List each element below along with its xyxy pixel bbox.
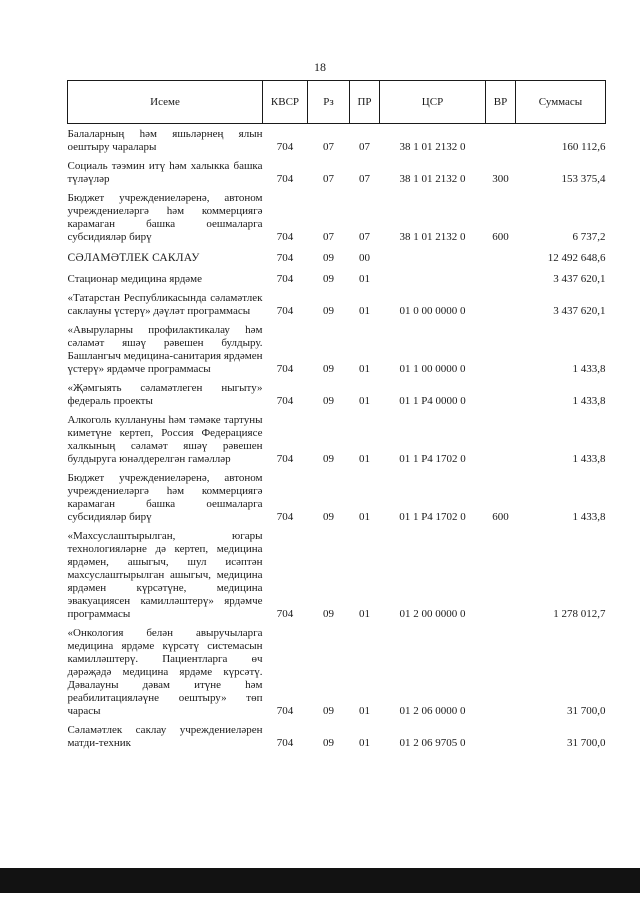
row-name: «Онкология белән авыручыларга медицина ярдәме күрсәтү системасын камилләштерү. Пациентларга өч дәрәҗәдә медицина ярдәме күрсәтү. Дәвалауны дәвам итүне һәм реабилитацияләүне оештыру» төп чарасы — [67, 627, 263, 717]
row-vr — [486, 526, 516, 623]
table-row — [68, 468, 606, 526]
row-csr: 38 1 01 2132 0 — [399, 141, 466, 153]
row-kvsr: 704 — [276, 273, 294, 285]
row-vr — [486, 288, 516, 320]
header-kvsr: КВСР — [263, 81, 308, 124]
row-sum: 1 433,8 — [572, 395, 606, 407]
row-pr: 07 — [359, 141, 370, 153]
row-kvsr: 704 — [276, 363, 294, 375]
row-sum: 12 492 648,6 — [547, 252, 606, 264]
row-sum: 31 700,0 — [567, 705, 606, 717]
row-pr: 07 — [359, 173, 370, 185]
row-kvsr: 704 — [276, 231, 294, 243]
row-csr: 01 0 00 0000 0 — [399, 305, 466, 317]
row-pr: 01 — [359, 305, 370, 317]
table-row — [68, 188, 606, 246]
row-kvsr: 704 — [276, 141, 294, 153]
row-kvsr: 704 — [276, 511, 294, 523]
header-pr: ПР — [350, 81, 380, 124]
row-csr: 01 2 06 0000 0 — [399, 705, 466, 717]
row-csr: 01 2 06 9705 0 — [399, 737, 466, 749]
row-vr — [486, 410, 516, 468]
row-sum: 153 375,4 — [561, 173, 606, 185]
row-pr: 01 — [359, 608, 370, 620]
row-sum: 31 700,0 — [567, 737, 606, 749]
budget-table — [67, 80, 606, 752]
row-name: «Махсуслаштырылган, югары технологияләрне дә кертеп, медицина ярдәмен, ашыгыч, шул исәптән махсуслаштырылган ашыгыч, медицина ярдәмен күрсәтүне, медицина эвакуациясен камилләштерү» ярдәмче программасы — [67, 530, 263, 620]
row-csr: 01 2 00 0000 0 — [399, 608, 466, 620]
row-sum: 1 278 012,7 — [553, 608, 606, 620]
table-body — [68, 124, 606, 753]
header-sum: Суммасы — [516, 81, 606, 124]
scan-edge-band — [0, 868, 640, 893]
row-csr: 01 1 P4 1702 0 — [399, 453, 466, 465]
row-vr — [486, 378, 516, 410]
table-row — [68, 378, 606, 410]
row-name: «Татарстан Республикасында сәламәтлек саклауны үстерү» дәүләт программасы — [67, 292, 263, 317]
row-vr — [486, 320, 516, 378]
row-name: Балаларның һәм яшьләрнең ялын оештыру чаралары — [67, 128, 263, 153]
row-pr: 01 — [359, 511, 370, 523]
row-csr: 38 1 01 2132 0 — [399, 173, 466, 185]
row-vr — [486, 124, 516, 157]
page-number: 18 — [314, 60, 326, 74]
header-rz: Рз — [308, 81, 350, 124]
row-pr: 07 — [359, 231, 370, 243]
row-rz: 09 — [323, 273, 334, 285]
row-rz: 09 — [323, 252, 334, 264]
table-header-row — [68, 81, 606, 124]
row-vr: 300 — [492, 173, 509, 185]
row-kvsr: 704 — [276, 252, 294, 264]
row-csr: 38 1 01 2132 0 — [399, 231, 466, 243]
table-row — [68, 623, 606, 720]
row-pr: 01 — [359, 705, 370, 717]
row-pr: 01 — [359, 395, 370, 407]
row-vr — [486, 267, 516, 288]
row-vr — [486, 720, 516, 752]
table-row — [68, 526, 606, 623]
row-kvsr: 704 — [276, 608, 294, 620]
row-csr: 01 1 00 0000 0 — [399, 363, 466, 375]
row-rz: 09 — [323, 305, 334, 317]
header-name: Исеме — [68, 81, 263, 124]
header-vr: ВР — [486, 81, 516, 124]
row-kvsr: 704 — [276, 305, 294, 317]
row-name: Сәламәтлек саклау учреждениеләрен матди-техник — [67, 724, 263, 749]
row-sum: 160 112,6 — [561, 141, 606, 153]
row-csr — [380, 267, 486, 288]
row-csr: 01 1 P4 0000 0 — [399, 395, 466, 407]
row-sum: 3 437 620,1 — [553, 273, 606, 285]
table-row — [68, 288, 606, 320]
row-name: СӘЛАМӘТЛЕК САКЛАУ — [67, 252, 200, 264]
row-kvsr: 704 — [276, 453, 294, 465]
row-sum: 1 433,8 — [572, 453, 606, 465]
row-rz: 07 — [323, 173, 334, 185]
row-name: Стационар медицина ярдәме — [67, 273, 203, 285]
row-csr: 01 1 P4 1702 0 — [399, 511, 466, 523]
row-name: Бюджет учреждениеләренә, автоном учреждениеләргә һәм коммерциягә карамаган башка оешмаларга субсидияләр бирү — [67, 192, 263, 243]
row-vr: 600 — [492, 231, 509, 243]
row-vr — [486, 623, 516, 720]
row-sum: 3 437 620,1 — [553, 305, 606, 317]
row-name: Бюджет учреждениеләренә, автоном учреждениеләргә һәм коммерциягә карамаган башка оешмаларга субсидияләр бирү — [67, 472, 263, 523]
row-rz: 09 — [323, 363, 334, 375]
row-rz: 09 — [323, 453, 334, 465]
row-kvsr: 704 — [276, 395, 294, 407]
row-kvsr: 704 — [276, 737, 294, 749]
row-rz: 09 — [323, 511, 334, 523]
row-pr: 01 — [359, 363, 370, 375]
row-vr — [486, 246, 516, 267]
row-rz: 09 — [323, 608, 334, 620]
row-csr — [380, 246, 486, 267]
table-row — [68, 320, 606, 378]
row-name: Социаль тәэмин итү һәм халыкка башка түләүләр — [67, 160, 263, 185]
row-name: «Авыруларны профилактикалау һәм сәламәт яшәү рәвешен булдыру. Башлангыч медицина-санитария ярдәмен үстерү» ярдәмче программасы — [67, 324, 263, 375]
row-rz: 07 — [323, 231, 334, 243]
row-sum: 1 433,8 — [572, 363, 606, 375]
row-name: Алкоголь куллануны һәм тәмәке тартуны киметүне кертеп, Россия Федерациясе халкының сәламәт яшәү рәвешен булдыруга юнәлдерелгән гамәлләр — [67, 414, 263, 465]
table-row — [68, 410, 606, 468]
row-pr: 01 — [359, 273, 370, 285]
row-rz: 09 — [323, 737, 334, 749]
row-rz: 09 — [323, 705, 334, 717]
row-rz: 09 — [323, 395, 334, 407]
row-pr: 01 — [359, 737, 370, 749]
table-row — [68, 124, 606, 157]
row-rz: 07 — [323, 141, 334, 153]
row-name: «Җәмгыять сәламәтлеген ныгыту» федераль проекты — [67, 382, 263, 407]
row-pr: 01 — [359, 453, 370, 465]
table-row — [68, 267, 606, 288]
row-sum: 6 737,2 — [572, 231, 606, 243]
row-sum: 1 433,8 — [572, 511, 606, 523]
row-vr: 600 — [492, 511, 509, 523]
table-row — [68, 246, 606, 267]
row-pr: 00 — [359, 252, 370, 264]
table-row — [68, 720, 606, 752]
row-kvsr: 704 — [276, 173, 294, 185]
header-csr: ЦСР — [380, 81, 486, 124]
table-row — [68, 156, 606, 188]
row-kvsr: 704 — [276, 705, 294, 717]
